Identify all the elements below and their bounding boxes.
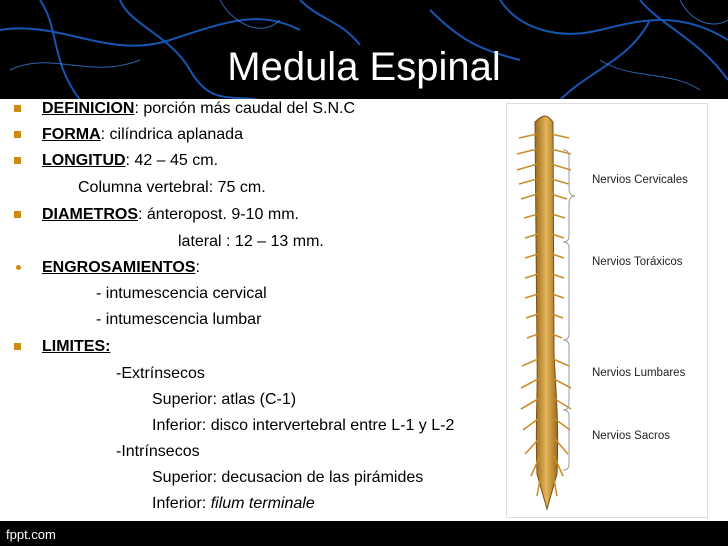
- columna-line: Columna vertebral: 75 cm.: [78, 179, 266, 196]
- engrosamientos-text: :: [195, 259, 200, 276]
- bullet-square-icon: [14, 211, 21, 218]
- diametros-line: [42, 205, 299, 225]
- lateral-line: lateral : 12 – 13 mm.: [178, 233, 324, 250]
- int-inferior-line: [152, 494, 315, 514]
- longitud-line: [42, 151, 218, 171]
- bullet-square-icon: [14, 105, 21, 112]
- int-inferior-prefix: Inferior:: [152, 495, 211, 512]
- intumescencia-cervical-line: - intumescencia cervical: [96, 285, 267, 302]
- filum-terminale-text: filum terminale: [210, 495, 315, 512]
- footer-bar: [0, 521, 728, 546]
- engrosamientos-line: [42, 258, 200, 278]
- forma-label: FORMA: [42, 126, 101, 143]
- bullet-square-icon: [14, 157, 21, 164]
- bullet-square-icon: [14, 131, 21, 138]
- intrinsecos-line: -Intrínsecos: [116, 443, 200, 460]
- label-nervios-sacros: Nervios Sacros: [592, 430, 670, 442]
- definicion-label: DEFINICION: [42, 100, 135, 117]
- forma-text: : cilíndrica aplanada: [100, 126, 243, 143]
- label-nervios-cervicales: Nervios Cervicales: [592, 174, 688, 186]
- limites-label: LIMITES:: [42, 338, 111, 355]
- definicion-line: [42, 99, 355, 119]
- ext-superior-line: Superior: atlas (C-1): [152, 391, 297, 408]
- diametros-label: DIAMETROS: [42, 206, 138, 223]
- bullet-dot-icon: [16, 265, 21, 270]
- forma-line: [42, 125, 243, 145]
- bullet-square-icon: [14, 343, 21, 350]
- ext-inferior-line: Inferior: disco intervertebral entre L-1 y L-2: [152, 417, 455, 434]
- intumescencia-lumbar-line: - intumescencia lumbar: [96, 311, 262, 328]
- limites-line: [42, 337, 110, 357]
- label-nervios-toraxicos: Nervios Toráxicos: [592, 256, 683, 268]
- longitud-label: LONGITUD: [42, 152, 126, 169]
- slide-title: Medula Espinal: [227, 45, 501, 89]
- spinal-cord-figure: [506, 103, 708, 518]
- diametros-text: : ánteropost. 9-10 mm.: [138, 206, 299, 223]
- int-superior-line: Superior: decusacion de las pirámides: [152, 469, 424, 486]
- engrosamientos-label: ENGROSAMIENTOS: [42, 259, 196, 276]
- footer-brand: fppt.com: [6, 527, 56, 542]
- extrinsecos-line: -Extrínsecos: [116, 365, 205, 382]
- spinal-cord-illustration: [507, 104, 707, 517]
- definicion-text: : porción más caudal del S.N.C: [134, 100, 355, 117]
- longitud-text: : 42 – 45 cm.: [125, 152, 219, 169]
- label-nervios-lumbares: Nervios Lumbares: [592, 367, 686, 379]
